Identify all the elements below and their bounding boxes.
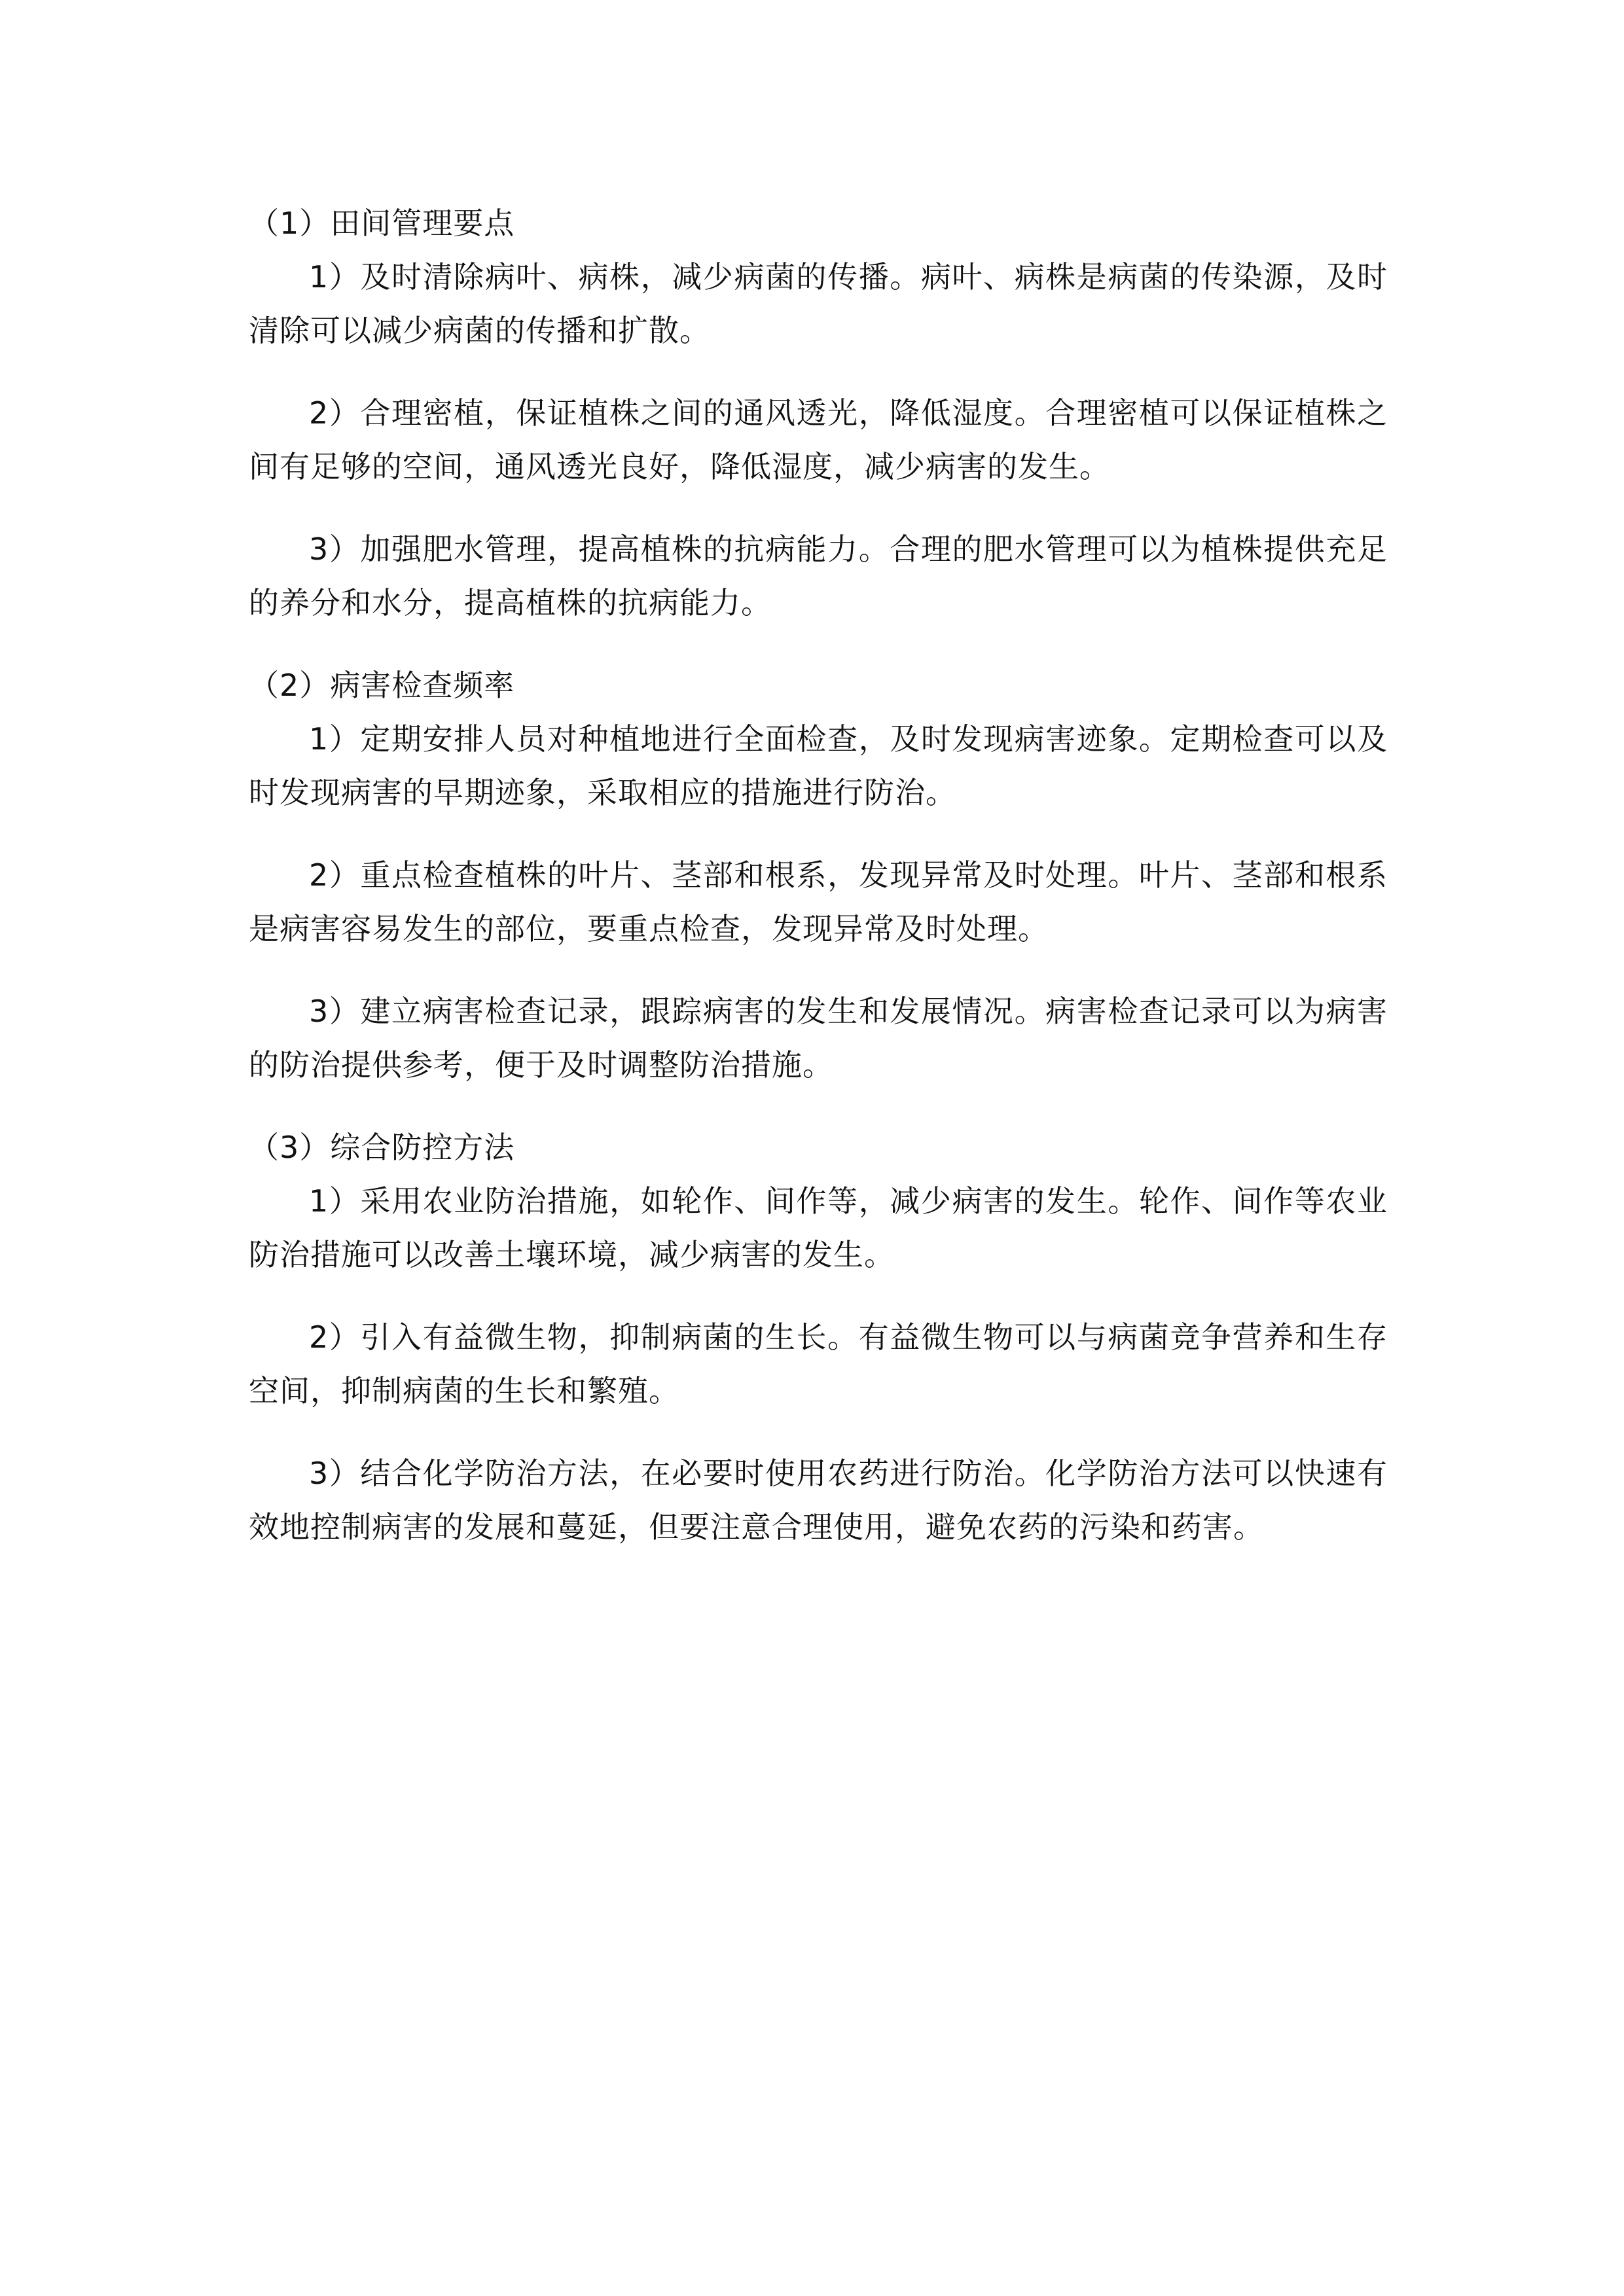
paragraph: 1）及时清除病叶、病株，减少病菌的传播。病叶、病株是病菌的传染源，及时清除可以减少病菌的传播和扩散。: [249, 259, 1388, 348]
paragraph: 3）建立病害检查记录，跟踪病害的发生和发展情况。病害检查记录可以为病害的防治提供参考，便于及时调整防治措施。: [249, 994, 1388, 1083]
section-heading-field-management: （1）田间管理要点: [249, 206, 515, 241]
paragraph: 3）加强肥水管理，提高植株的抗病能力。合理的肥水管理可以为植株提供充足的养分和水分，提高植株的抗病能力。: [249, 531, 1388, 620]
paragraph: 1）采用农业防治措施，如轮作、间作等，减少病害的发生。轮作、间作等农业防治措施可以改善土壤环境，减少病害的发生。: [249, 1183, 1388, 1272]
paragraph: 3）结合化学防治方法，在必要时使用农药进行防治。化学防治方法可以快速有效地控制病害的发展和蔓延，但要注意合理使用，避免农药的污染和药害。: [249, 1456, 1388, 1545]
section-heading-inspection-frequency: （2）病害检查频率: [249, 668, 515, 703]
paragraph: 1）定期安排人员对种植地进行全面检查，及时发现病害迹象。定期检查可以及时发现病害的早期迹象，采取相应的措施进行防治。: [249, 721, 1388, 810]
paragraph: 2）重点检查植株的叶片、茎部和根系，发现异常及时处理。叶片、茎部和根系是病害容易发生的部位，要重点检查，发现异常及时处理。: [249, 857, 1388, 946]
paragraph: 2）合理密植，保证植株之间的通风透光，降低湿度。合理密植可以保证植株之间有足够的空间，通风透光良好，降低湿度，减少病害的发生。: [249, 395, 1388, 484]
document-page: [249, 196, 1388, 1583]
section-heading-integrated-control: （3）综合防控方法: [249, 1130, 515, 1165]
paragraph: 2）引入有益微生物，抑制病菌的生长。有益微生物可以与病菌竞争营养和生存空间，抑制病菌的生长和繁殖。: [249, 1319, 1388, 1408]
